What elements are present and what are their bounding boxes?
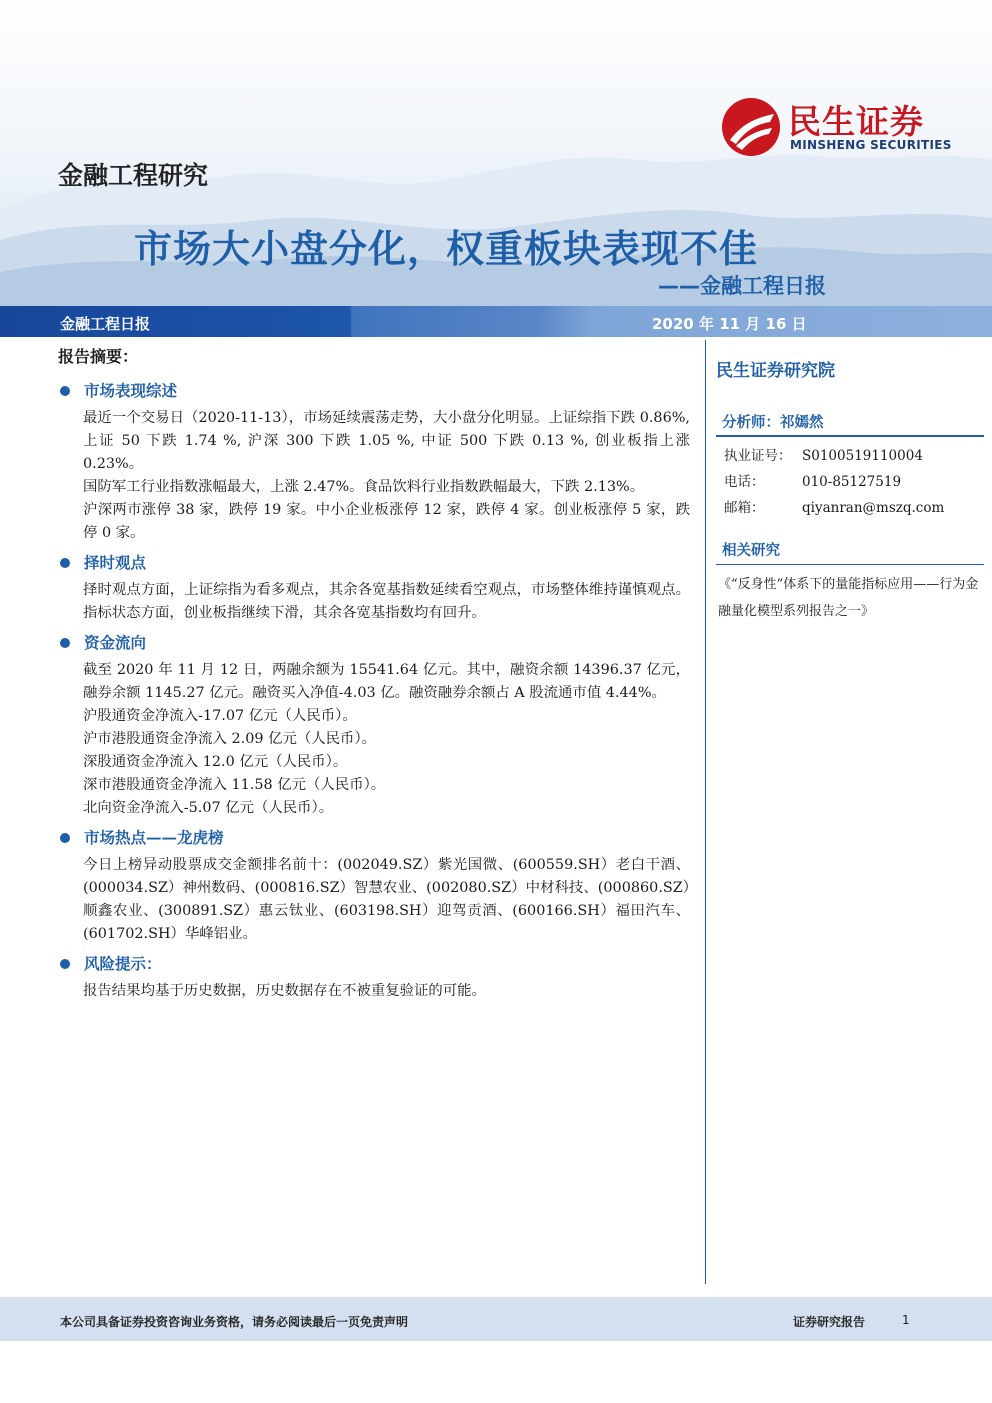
paragraph: 沪股通资金净流入-17.07 亿元（人民币）。 — [83, 708, 357, 724]
bullet-icon — [60, 558, 70, 568]
footer-report-type: 证券研究报告 — [793, 1315, 866, 1329]
research-institute: 民生证券研究院 — [716, 361, 835, 381]
section-fund-flow — [58, 631, 690, 820]
brand-name-en: MINSHENG SECURITIES — [790, 138, 952, 152]
related-research-link[interactable]: 《“反身性”体系下的量能指标应用——行为金融量化模型系列报告之一》 — [718, 577, 979, 619]
minsheng-logo-icon — [720, 96, 782, 158]
report-subtitle: ——金融工程日报 — [658, 274, 826, 298]
info-row-email: 邮箱： qiyanran@mszq.com — [716, 495, 984, 521]
section-heading: 市场表现综述 — [58, 379, 690, 403]
sidebar-divider — [705, 340, 706, 1284]
paragraph: 择时观点方面，上证综指为看多观点，其余各宽基指数延续看空观点，市场整体维持谨慎观点。指标状态方面，创业板指继续下滑，其余各宽基指数均有回升。 — [83, 582, 690, 621]
bullet-icon — [60, 638, 70, 648]
brand-logo-group — [720, 96, 960, 158]
analyst-name: 分析师：祁嫣然 — [716, 411, 984, 437]
report-summary — [58, 340, 690, 1009]
paragraph: 报告结果均基于历史数据，历史数据存在不被重复验证的可能。 — [83, 983, 486, 999]
section-heading: 择时观点 — [58, 551, 690, 575]
email-link[interactable]: qiyanran@mszq.com — [802, 500, 945, 516]
section-heading: 资金流向 — [58, 631, 690, 655]
summary-label: 报告摘要： — [58, 347, 139, 366]
paragraph: 截至 2020 年 11 月 12 日，两融余额为 15541.64 亿元。其中，融资余额 14396.37 亿元，融券余额 1145.27 亿元。融资买入净值-4.03 亿。融资融券余额占 A 股流通市值 4.44%。 — [83, 662, 690, 701]
sidebar — [716, 356, 984, 625]
paragraph: 沪市港股通资金净流入 2.09 亿元（人民币）。 — [83, 731, 377, 747]
section-timing-view — [58, 551, 690, 625]
footer-disclaimer: 本公司具备证券投资咨询业务资格，请务必阅读最后一页免责声明 — [60, 1315, 409, 1329]
band-report-type: 金融工程日报 — [60, 315, 151, 333]
paragraph: 深市港股通资金净流入 11.58 亿元（人民币）。 — [83, 777, 386, 793]
section-heading: 市场热点——龙虎榜 — [58, 826, 690, 850]
bullet-icon — [60, 959, 70, 969]
report-category: 金融工程研究 — [58, 161, 209, 190]
section-market-overview — [58, 379, 690, 545]
info-row-phone: 电话： 010-85127519 — [724, 474, 902, 490]
brand-name-cn: 民生证券 — [788, 102, 924, 141]
paragraph: 北向资金净流入-5.07 亿元（人民币）。 — [83, 800, 334, 816]
bullet-icon — [60, 386, 70, 396]
section-risk-warning — [58, 952, 690, 1003]
report-title: 市场大小盘分化，权重板块表现不佳 — [134, 227, 759, 271]
related-research-title: 相关研究 — [716, 539, 984, 565]
paragraph: 国防军工行业指数涨幅最大，上涨 2.47%。食品饮料行业指数跌幅最大，下跌 2.13%。 — [83, 479, 645, 495]
paragraph: 沪深两市涨停 38 家，跌停 19 家。中小企业板涨停 12 家，跌停 4 家。创业板涨停 5 家，跌停 0 家。 — [83, 502, 690, 541]
band-report-date: 2020 年 11 月 16 日 — [652, 315, 807, 333]
section-heading: 风险提示： — [58, 952, 690, 976]
section-hot-spots — [58, 826, 690, 946]
bullet-icon — [60, 833, 70, 843]
paragraph: 深股通资金净流入 12.0 亿元（人民币）。 — [83, 754, 348, 770]
paragraph: 最近一个交易日（2020-11-13），市场延续震荡走势，大小盘分化明显。上证综指下跌 0.86%, 上证 50 下跌 1.74 %, 沪深 300 下跌 1.05 %, 中证 500 下跌 0.13 %, 创业板指上涨 0.23%。 — [83, 410, 690, 472]
page-number: 1 — [902, 1313, 910, 1327]
paragraph: 今日上榜异动股票成交金额排名前十：(002049.SZ）紫光国微、(600559.SH）老白干酒、(000034.SZ）神州数码、(000816.SZ）智慧农业、(002080.SZ）中材科技、(000860.SZ）顺鑫农业、(300891.SZ）惠云钛业、(603198.SH）迎驾贡酒、(600166.SH）福田汽车、(601702.SH）华峰铝业。 — [83, 857, 690, 942]
info-row-license: 执业证号： S0100519110004 — [724, 448, 923, 464]
